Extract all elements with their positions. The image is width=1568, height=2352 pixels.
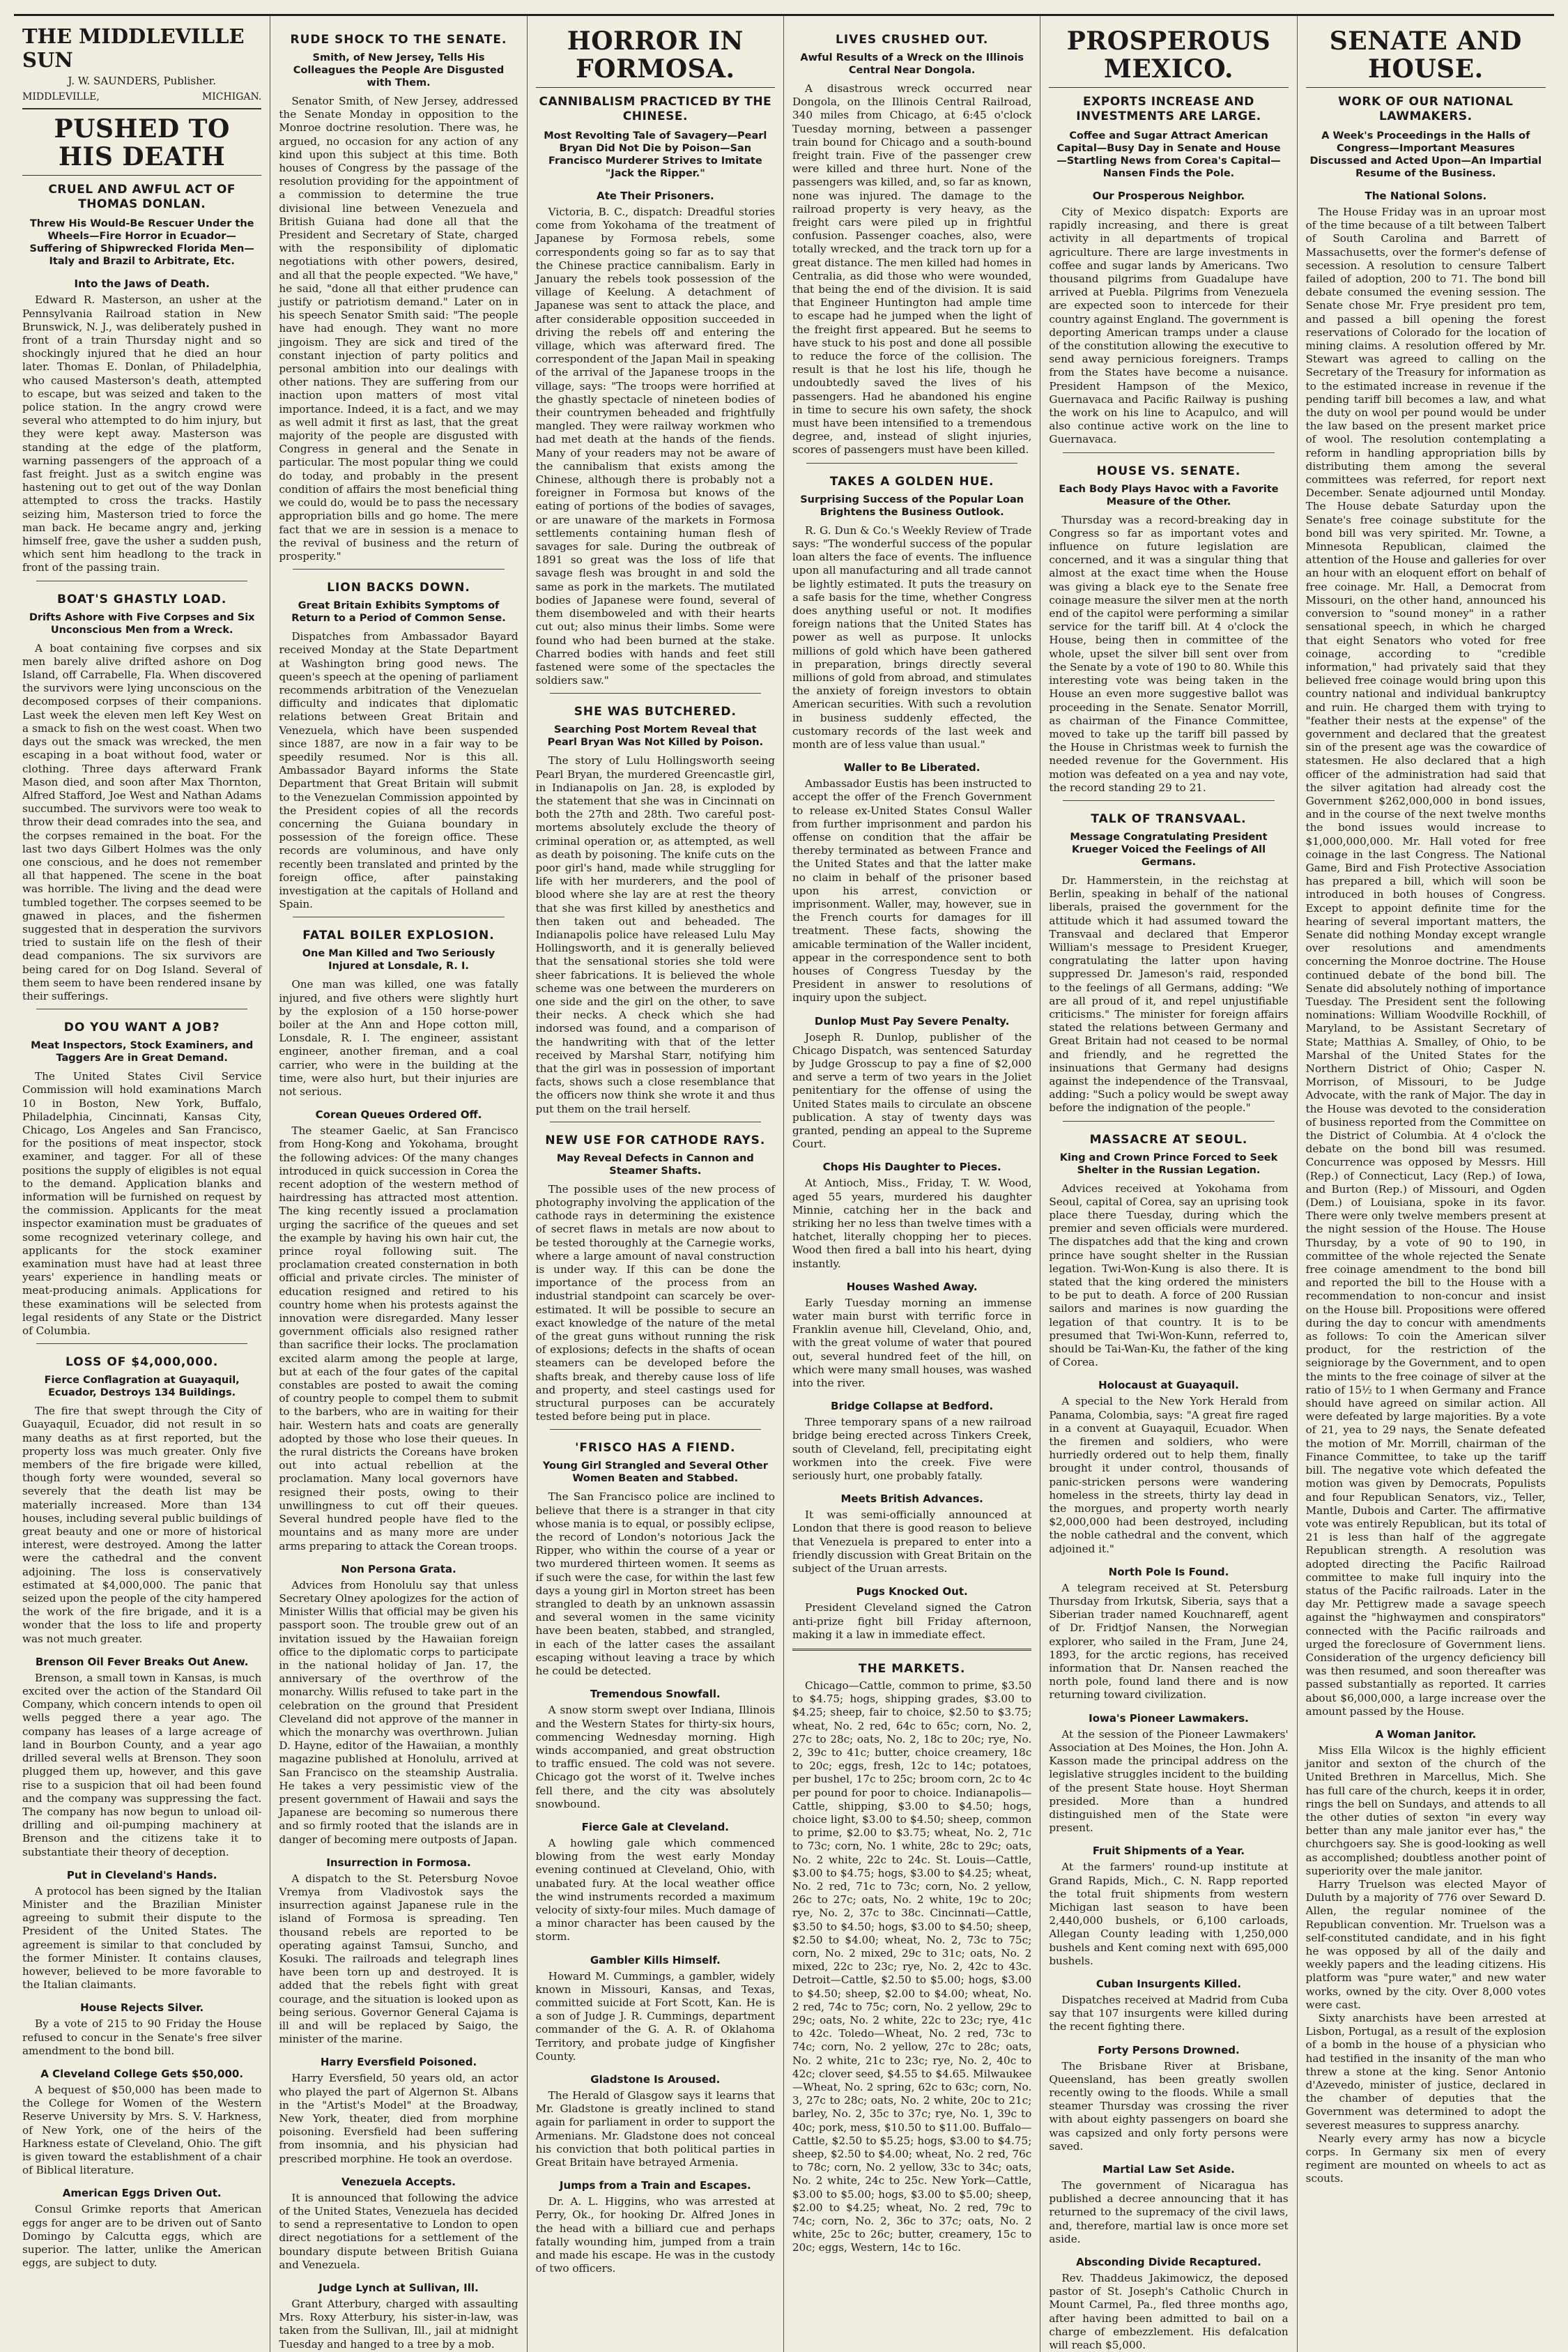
article-heading: Forty Persons Drowned. bbox=[1098, 2043, 1240, 2056]
article-heading: Venezuela Accepts. bbox=[341, 2175, 456, 2188]
article-heading: Gambler Kills Himself. bbox=[590, 1953, 721, 1967]
article-heading: North Pole Is Found. bbox=[1108, 1565, 1229, 1578]
article-body: Harry Truelson was elected Mayor of Duluth by a majority of 776 over Seward D. Allen, the regular nominee of the Republican convention. Mr. Truelson was a self-constituted candidate, and in his fight he was opposed by all of the daily and weekly papers and the leading citizens. His platform was "pure water," and new water works, owned by the city. Over 8,000 votes were cast. bbox=[1305, 1877, 1546, 2011]
article-body: At the session of the Pioneer Lawmakers' Association at Des Moines, the Hon. John A. Kasson made the principal address on the legislative struggles incident to the building of the present State house. Hoyt Sherman presided. More than a hundred distinguished men of the State were present. bbox=[1049, 1727, 1289, 1835]
article-heading: Chops His Daughter to Pieces. bbox=[822, 1161, 1001, 1174]
article-heading: FATAL BOILER EXPLOSION. bbox=[302, 929, 495, 943]
newspaper-page bbox=[14, 14, 1554, 2351]
article-heading: RUDE SHOCK TO THE SENATE. bbox=[290, 33, 507, 47]
article-heading: Waller to Be Liberated. bbox=[843, 761, 981, 774]
article-heading: Iowa's Pioneer Lawmakers. bbox=[1089, 1711, 1249, 1725]
column-4 bbox=[784, 16, 1040, 2352]
article-heading: Gladstone Is Aroused. bbox=[590, 2072, 721, 2086]
article-heading: SHE WAS BUTCHERED. bbox=[574, 705, 737, 719]
dateline bbox=[22, 91, 261, 109]
article-body: At the farmers' round-up institute at Grand Rapids, Mich., C. N. Rapp reported the total fruit shipments from western Michigan last season to have been 2,440,000 bushels, or 6,100 carloads, Allegan County leading with 1,250,000 bushels and Kent coming next with 695,000 bushels. bbox=[1049, 1861, 1289, 1967]
state: MICHIGAN. bbox=[201, 91, 262, 103]
article-body: The United States Civil Service Commission will hold examinations March 10 in Boston, New York, Buffalo, Philadelphia, Cincinnati, Kansas City, Chicago, Los Angeles and San Francisco, for the positions of meat inspector, stock examiner, and tagger. For all of these positions the supply of eligibles is not equal to the demand. Application blanks and information will be furnished on request by the commission. Applicants for the meat inspector examination must be graduates of some recognized veterinary college, and applicants for the stock examiner examination must have had at least three years' experience in handling meats or meat-producing animals. Applications for these examinations will be selected from legal residents of any State or the District of Columbia. bbox=[22, 1070, 262, 1338]
article-heading: Insurrection in Formosa. bbox=[326, 1856, 471, 1869]
article-heading: The National Solons. bbox=[1365, 190, 1487, 202]
article-deck: Smith, of New Jersey, Tells His Colleagues the People Are Disgusted with Them. bbox=[293, 52, 505, 89]
article-deck: Awful Results of a Wreck on the Illinois Central Near Dongola. bbox=[800, 52, 1024, 76]
article-deck: Drifts Ashore with Five Corpses and Six Unconscious Men from a Wreck. bbox=[29, 611, 255, 636]
deck: Coffee and Sugar Attract American Capital—Busy Day in Senate and House—Startling News from Corea's Capital—Nansen Finds the Pole. bbox=[1056, 130, 1281, 179]
divider bbox=[806, 463, 1017, 464]
subheadline: CRUEL AND AWFUL ACT OF THOMAS DONLAN. bbox=[48, 183, 236, 212]
article-heading: BOAT'S GHASTLY LOAD. bbox=[57, 592, 227, 606]
article-body: A snow storm swept over Indiana, Illinois and the Western States for thirty-six hours, commencing Wednesday morning. High winds accompanied, and great obstruction to traffic ensued. The cold was not severe. Chicago got the worst of it. Twelve inches fell there, and the city was absolutely snowbound. bbox=[535, 1704, 775, 1810]
article-body: Brenson, a small town in Kansas, is much excited over the action of the Standard Oil Company, which concern intends to open oil wells pegged there a year ago. The company has leases of a large acreage of land in Bourbon County, and a year ago drilled several wells at Brenson. They soon plugged them up, however, and this gave rise to a suspicion that oil had been found and the company was suppressing the fact. The company has now begun to unload oil-drilling and oil-pumping machinery at Brenson and the citizens take it to substantiate their theory of deception. bbox=[22, 1671, 262, 1858]
article-heading: Our Prosperous Neighbor. bbox=[1092, 190, 1245, 202]
article-heading: Jumps from a Train and Escapes. bbox=[559, 2179, 751, 2192]
divider bbox=[36, 1343, 247, 1344]
newspaper-title: THE MIDDLEVILLE SUN bbox=[22, 24, 245, 72]
headline: PUSHED TO HIS DEATH bbox=[22, 115, 261, 176]
article-heading: Holocaust at Guayaquil. bbox=[1098, 1379, 1239, 1392]
article-heading: Bridge Collapse at Bedford. bbox=[831, 1400, 994, 1413]
article-heading: Pugs Knocked Out. bbox=[856, 1585, 968, 1598]
article-body: The government of Nicaragua has published a decree announcing that it has returned to the supremacy of the civil laws, and, therefore, martial law is once more set aside. bbox=[1049, 2178, 1289, 2245]
article-body: Thursday was a record-breaking day in Congress so far as important votes and influence on future legislation are concerned, and it was a singular thing that almost at the exact time when the House was giving a black eye to the Senate free coinage measure the silver men at the north end of the capitol were performing a similar service for the tariff bill. At 4 o'clock the House, being then in committee of the whole, upset the silver bill sent over from the Senate by a vote of 190 to 80. While this interesting vote was being taken in the House an even more suggestive ballot was proceeding in the Senate. Senator Morrill, as chairman of the Finance Committee, moved to take up the tariff bill passed by the House in Christmas week to furnish the needed revenue for the Government. His motion was defeated on a yea and nay vote, the record standing 29 to 21. bbox=[1049, 513, 1289, 794]
subheadline: WORK OF OUR NATIONAL LAWMAKERS. bbox=[1338, 95, 1514, 123]
article-body: A howling gale which commenced blowing from the west early Monday evening continued at Cleveland, Ohio, with unabated fury. At the local weather office the wind instruments recorded a maximum velocity of sixty-four miles. Much damage of a minor character has been caused by the storm. bbox=[535, 1836, 775, 1944]
article-body: A dispatch to the St. Petersburg Novoe Vremya from Vladivostok says the insurrection against Japanese rule in the island of Formosa is spreading. Ten thousand rebels are reported to be operating against Tamsui, Suncho, and Kosuki. The railroads and telegraph lines have been torn up and destroyed. It is added that the rebels fight with great courage, and the situation is looked upon as being serious. Governor General Cajama is ill and will be replaced by Saigo, the minister of the marine. bbox=[279, 1872, 518, 2046]
article-body: Nearly every army has now a bicycle corps. In Germany six men of every regiment are mounted on wheels to act as scouts. bbox=[1305, 2132, 1546, 2185]
article-heading: Fierce Gale at Cleveland. bbox=[581, 1820, 730, 1833]
column-2 bbox=[270, 16, 527, 2352]
article-body: Grant Atterbury, charged with assaulting Mrs. Roxy Atterbury, his sister-in-law, was taken from the Sullivan, Ill., jail at midnight Tuesday and hanged to a tree by a mob. bbox=[279, 2298, 518, 2351]
headline: PROSPEROUS MEXICO. bbox=[1049, 27, 1288, 88]
article-deck: Meat Inspectors, Stock Examiners, and Taggers Are in Great Demand. bbox=[31, 1040, 254, 1064]
article-heading: Harry Eversfield Poisoned. bbox=[320, 2056, 477, 2069]
headline: HORROR IN FORMOSA. bbox=[536, 27, 775, 88]
article-body: At Antioch, Miss., Friday, T. W. Wood, aged 55 years, murdered his daughter Minnie, catching her in the back and striking her no less than twelve times with a hatchet, literally chopping her to pieces. Wood then fired a ball into his heart, dying instantly. bbox=[792, 1177, 1032, 1270]
article-body: A telegram received at St. Petersburg Thursday from Irkutsk, Siberia, says that a Siberian trader named Kouchnareff, agent of Dr. Fridtjof Nansen, the Norwegian explorer, who sailed in the Fram, June 24, 1893, for the arctic regions, has received information that Dr. Nansen reached the north pole, found land there and is now returning toward civilization. bbox=[1049, 1581, 1289, 1702]
article-body: One man was killed, one was fatally injured, and five others were slightly hurt by the explosion of a 150 horse-power boiler at the Ann and Hope cotton mill, Lonsdale, R. I. The engineer, assistant engineer, another fireman, and a coal carrier, who were in the building at the time, were also hurt, but their injuries are not serious. bbox=[279, 978, 518, 1098]
article-heading: HOUSE VS. SENATE. bbox=[1096, 464, 1241, 478]
article-heading: Non Persona Grata. bbox=[341, 1562, 456, 1575]
article-body: President Cleveland signed the Catron anti-prize fight bill Friday afternoon, making it a law in immediate effect. bbox=[792, 1601, 1032, 1641]
article-body: Three temporary spans of a new railroad bridge being erected across Tinkers Creek, south of Cleveland, fell, precipitating eight workmen into the creek. Five were seriously hurt, one probably fatally. bbox=[792, 1416, 1032, 1483]
article-heading: MASSACRE AT SEOUL. bbox=[1089, 1132, 1248, 1147]
article-heading: LOSS OF $4,000,000. bbox=[66, 1355, 219, 1370]
article-body: Dr. A. L. Higgins, who was arrested at Perry, Ok., for hooking Dr. Alfred Jones in the head with a billiard cue and perhaps fatally wounding him, jumped from a train and made his escape. He was in the custody of two officers. bbox=[535, 2195, 775, 2275]
article-body: It is announced that following the advice of the United States, Venezuela has decided to send a representative to London to open direct negotiations for a settlement of the boundary dispute between British Guiana and Venezuela. bbox=[279, 2191, 518, 2271]
article-heading: Martial Law Set Aside. bbox=[1102, 2162, 1235, 2176]
article-body: A disastrous wreck occurred near Dongola, on the Illinois Central Railroad, 340 miles from Chicago, at 6:45 o'clock Tuesday morning, between a passenger train bound for Chicago and a south-bound freight train. Five of the passenger crew were killed and three hurt. None of the passengers was killed, and, so far as known, none was injured. The damage to the railroad property is very heavy, as the freight cars were piled up in frightful confusion. Passenger coaches, also, were totally wrecked, and the track torn up for a great distance. The men killed had homes in Centralia, as did those who were wounded, that being the end of the division. It is said that Engineer Huntington had ample time to escape had he jumped when the light of the freight first appeared. But he seems to have stuck to his post and done all possible to reduce the force of the collision. The result is that he lost his life, though he undoubtedly saved the lives of his passengers. Had he abandoned his engine in time to secure his own safety, the shock must have been intensified to a tremendous degree, and, instead of slight injuries, scores of passengers must have been killed. bbox=[792, 82, 1032, 457]
masthead bbox=[22, 24, 261, 109]
article-body: Early Tuesday morning an immense water main burst with terrific force in Franklin avenue hill, Cleveland, Ohio, and, with the great volume of water that poured out, several hundred feet of the hill, on which were many small houses, was washed into the river. bbox=[792, 1296, 1032, 1390]
divider bbox=[792, 1649, 1031, 1651]
article-deck: Great Britain Exhibits Symptoms of Return to a Period of Common Sense. bbox=[291, 600, 506, 625]
article-heading: Judge Lynch at Sullivan, Ill. bbox=[318, 2282, 479, 2295]
article-body: A special to the New York Herald from Panama, Colombia, says: "A great fire raged in a convent at Guayaquil, Ecuador. When the firemen and soldiers, who were hurriedly ordered out to help them, finally brought it under control, thousands of panic-stricken persons were wandering homeless in the streets, thirty lay dead in the morgues, and property worth nearly $2,000,000 had been destroyed, including the noble cathedral and the convent, which adjoined it." bbox=[1049, 1395, 1289, 1555]
article-heading: Ate Their Prisoners. bbox=[596, 190, 714, 202]
deck: A Week's Proceedings in the Halls of Congress—Important Measures Discussed and Acted Upon—An Impartial Resume of the Business. bbox=[1309, 130, 1542, 179]
deck: Most Revolting Tale of Savagery—Pearl Bryan Did Not Die by Poison—San Francisco Murderer Strives to Imitate "Jack the Ripper." bbox=[544, 130, 767, 179]
article-heading: House Rejects Silver. bbox=[80, 2001, 204, 2015]
article-heading: Dunlop Must Pay Severe Penalty. bbox=[814, 1014, 1010, 1028]
article-body: Victoria, B. C., dispatch: Dreadful stories come from Yokohama of the treatment of Japanese by Formosa rebels, some correspondents going so far as to say that the Chinese practice cannibalism. Early in January the rebels took possession of the village of Keelung. A detachment of Japanese was sent to attack the place, and after considerable opposition succeeded in driving the rebels off and entering the village, which was afterward fired. The correspondent of the Japan Mail in speaking of the arrival of the Japanese troops in the village, says: "The troops were horrified at the ghastly spectacle of nineteen bodies of their countrymen beheaded and frightfully mangled. They were railway workmen who had met death at the hands of the fiends. Many of your readers may not be aware of the cannibalism that exists among the Chinese, although there is probably not a foreigner in Formosa but knows of the eating of portions of the bodies of savages, or are unaware of the markets in Formosa settlements containing human flesh of savages for sale. During the outbreak of 1891 so great was the loss of life that savage flesh was brought in and sold the same as pork in the markets. The mutilated bodies of Japanese were found, several of them disemboweled and with their hearts cut out; also minus their limbs. Some were found who had been burned at the stake. Charred bodies with hands and feet still fastened were some of the spectacles the soldiers saw." bbox=[535, 206, 775, 687]
article-body: A bequest of $50,000 has been made to the College for Women of the Western Reserve University by Mrs. S. V. Harkness, of New York, one of the heirs of the Harkness estate of Cleveland, Ohio. The gift is given toward the establishment of a chair of Biblical literature. bbox=[22, 2083, 262, 2177]
article-heading: Into the Jaws of Death. bbox=[74, 277, 210, 291]
article-body: It was semi-officially announced at London that there is good reason to believe that Venezuela is prepared to enter into a friendly discussion with Great Britain on the subject of the Uruan arrests. bbox=[792, 1509, 1032, 1575]
subheadline: EXPORTS INCREASE AND INVESTMENTS ARE LARGE. bbox=[1076, 95, 1261, 123]
column-5 bbox=[1040, 16, 1297, 2352]
article-heading: A Cleveland College Gets $50,000. bbox=[40, 2067, 244, 2080]
article-deck: Message Congratulating President Krueger Voiced the Feelings of All Germans. bbox=[1070, 831, 1268, 868]
publisher-line: J. W. SAUNDERS, Publisher. bbox=[68, 75, 216, 87]
article-heading: Cuban Insurgents Killed. bbox=[1096, 1977, 1242, 1990]
article-body: Edward R. Masterson, an usher at the Pennsylvania Railroad station in New Brunswick, N. J., was deliberately pushed in front of a train Thursday night and so shockingly injured that he died an hour later. Thomas E. Donlan, of Philadelphia, who caused Masterson's death, attempted to escape, but was seized and taken to the police station. In the angry crowd were several who attempted to do him injury, but they were kept away. Masterson was standing at the edge of the platform, warning passengers of the approach of a fast freight. Just as a switch engine was hastening out to get out of the way Donlan attempted to cross the tracks. Hastily seizing him, Masterson tried to force the man back. He became angry and, jerking himself free, gave the usher a sudden push, which sent him headlong to the track in front of the passing train. bbox=[22, 293, 262, 574]
article-heading: Put in Cleveland's Hands. bbox=[66, 1868, 217, 1881]
article-body: The Brisbane River at Brisbane, Queensland, has been greatly swollen recently owing to the floods. While a small steamer Thursday was crossing the river with about eighty passengers on board she was capsized and only forty persons were saved. bbox=[1049, 2059, 1289, 2153]
article-deck: King and Crown Prince Forced to Seek Shelter in the Russian Legation. bbox=[1059, 1152, 1278, 1176]
article-body: Dr. Hammerstein, in the reichstag at Berlin, speaking in behalf of the national liberals, praised the government for the attitude which it had assumed toward the Transvaal and declared that Emperor William's message to President Krueger, congratulating the latter upon having suppressed Dr. Jameson's raid, responded to the feelings of all Germans, adding: "We are all proud of it, and repel unjustifiable criticisms." The minister for foreign affairs stated the relations between Germany and Great Britain had not ceased to be normal and friendly, and he regretted the insinuations that Germany had designs against the independence of the Transvaal, adding: "Such a policy would be swept away before the indignation of the people." bbox=[1049, 873, 1289, 1115]
column-1 bbox=[14, 16, 270, 2352]
article-heading: 'FRISCO HAS A FIEND. bbox=[575, 1441, 736, 1456]
article-heading: Absconding Divide Recaptured. bbox=[1076, 2255, 1261, 2268]
article-body: Sixty anarchists have been arrested at Lisbon, Portugal, as a result of the explosion of a bomb in the house of a physician who had testified in the insanity of the man who threw a stone at the king. Senor Antonio d'Azevedo, minister of justice, declared in the chamber of deputies that the Government was determined to adopt the severest measures to suppress anarchy. bbox=[1305, 2012, 1546, 2132]
article-deck: Each Body Plays Havoc with a Favorite Measure of the Other. bbox=[1059, 483, 1279, 507]
column-3 bbox=[528, 16, 784, 2352]
article-deck: Searching Post Mortem Reveal that Pearl Bryan Was Not Killed by Poison. bbox=[547, 724, 764, 749]
article-deck: Young Girl Strangled and Several Other Women Beaten and Stabbed. bbox=[542, 1460, 768, 1485]
subheadline: CANNIBALISM PRACTICED BY THE CHINESE. bbox=[539, 95, 772, 123]
article-heading: Houses Washed Away. bbox=[846, 1280, 978, 1293]
divider bbox=[293, 569, 504, 570]
article-deck: One Man Killed and Two Seriously Injured at Lonsdale, R. I. bbox=[302, 948, 495, 972]
article-heading: NEW USE FOR CATHODE RAYS. bbox=[545, 1133, 766, 1147]
article-heading: LIVES CRUSHED OUT. bbox=[836, 33, 989, 47]
article-body: The steamer Gaelic, at San Francisco from Hong-Kong and Yokohama, brought the following advices: Of the many changes introduced in quick succession in Corea the recent adoption of the western method of hairdressing has attracted most attention. The king recently issued a proclamation urging the sacrifice of the queues and set the example by having his own hair cut, the prince royal following suit. The proclamation created consternation in both official and private circles. The minister of education resigned and retired to his country home when his protests against the innovation were disregarded. Many lesser government officials also resigned rather than sacrifice their locks. The proclamation excited alarm among the people at large, but at each of the four gates of the capital constables are posted to await the coming of country people to compel them to submit to the barbers, who are in waiting for their hair. Western hats and coats are generally adopted by those who lose their queues. In the rural districts the Coreans have broken out into actual rebellion at the proclamation. Many local governors have resigned their posts, owing to their unwillingness to cut off their queues. Several hundred people have fled to the mountains and as many more are under arms preparing to attack the Corean troops. bbox=[279, 1124, 518, 1552]
article-body: City of Mexico dispatch: Exports are rapidly increasing, and there is great activity in all departments of tropical agriculture. There are large investments in coffee and sugar lands by Americans. Two thousand pilgrims from Guadalupe have arrived at Puebla. Pilgrims from Venezuela are expected soon to intercede for their country against England. The government is deporting American tramps under a clause of the constitution allowing the executive to send away pernicious foreigners. Tramps from the States have become a nuisance. President Hampson of the Mexico, Guernavaca and Pacific Railway is pushing the work on his line to Acapulco, and will also continue active work on the line to Guernavaca. bbox=[1049, 206, 1289, 446]
article-heading: LION BACKS DOWN. bbox=[327, 581, 470, 595]
headline: SENATE AND HOUSE. bbox=[1306, 27, 1546, 88]
article-body: Consul Grimke reports that American eggs for anger are to be driven out of Santo Domingo by Calcutta eggs, which are superior. The latter, unlike the American eggs, are subject to duty. bbox=[22, 2203, 262, 2270]
article-body: Ambassador Eustis has been instructed to accept the offer of the French Government to release ex-United States Consul Waller from further imprisonment and pardon his offense on condition that the affair be thereby terminated as between France and the United States and that the latter make no claim in behalf of the prisoner based upon his arrest, conviction or imprisonment. Waller, may, however, sue in the French courts for damages for ill treatment. These facts, showing the amicable termination of the Waller incident, appear in the correspondence sent to both houses of Congress Tuesday by the President in answer to resolutions of inquiry upon the subject. bbox=[792, 777, 1032, 1005]
article-body: The San Francisco police are inclined to believe that there is a stranger in that city whose mania is to equal, or possibly eclipse, the record of London's notorious Jack the Ripper, who within the course of a year or two murdered thirteen women. It seems as if such were the case, for within the last few days a young girl in Morton street has been strangled to death by an unknown assassin and several women in the same vicinity have been beaten, stabbed, and strangled, in each of the latter cases the assailant escaping without leaving a trace by which he could be detected. bbox=[535, 1490, 775, 1678]
article-body: The fire that swept through the City of Guayaquil, Ecuador, did not result in so many deaths as at first reported, but the property loss was much greater. Only five members of the fire brigade were killed, though forty were wounded, several so severely that the death list may be materially increased. More than 134 houses, including several public buildings of great beauty and one or more of historical interest, were destroyed. Among the latter were the cathedral and the convent adjoining. The loss is conservatively estimated at $4,000,000. The panic that seized upon the people of the city hampered the work of the fire brigade, and it is a wonder that the loss to life and property was not much greater. bbox=[22, 1405, 262, 1645]
divider bbox=[550, 693, 761, 694]
article-body: Dispatches received at Madrid from Cuba say that 107 insurgents were killed during the recent fighting there. bbox=[1049, 1993, 1289, 2033]
article-body: R. G. Dun & Co.'s Weekly Review of Trade says: "The wonderful success of the popular loan alters the face of events. The influence upon all manufacturing and all trade cannot be lightly estimated. It puts the treasury on a safe basis for the time, whether Congress does anything useful or not. It modifies foreign nations that the United States has power as well as purpose. It unlocks millions of gold which have been gathered in preparation, brings directly several millions of gold from abroad, and stimulates the anxiety of foreign investors to obtain American securities. With such a revolution in business suddenly effected, the customary records of the last week and month are of less value than usual." bbox=[792, 524, 1032, 751]
article-body: Rev. Thaddeus Jakimowicz, the deposed pastor of St. Joseph's Catholic Church in Mount Carmel, Pa., fled three months ago, after having been admitted to bail on a charge of embezzlement. His defalcation will reach $5,000. bbox=[1049, 2271, 1289, 2351]
article-body: Harry Eversfield, 50 years old, an actor who played the part of Algernon St. Albans in the "Artist's Model" at the Broadway, New York, theater, died from morphine poisoning. Eversfield had been suffering from insomnia, and his physician had prescribed morphine. He took an overdose. bbox=[279, 2072, 518, 2165]
article-body: The Herald of Glasgow says it learns that Mr. Gladstone is greatly inclined to stand again for parliament in order to support the Armenians. Mr. Gladstone does not conceal his conviction that both political parties in Great Britain have betrayed Armenia. bbox=[535, 2088, 775, 2169]
article-body: The possible uses of the new process of photography involving the application of the cathode rays in determining the existence of secret flaws in metals are now about to be tested thoroughly at the Carnegie works, where a large amount of naval construction is under way. If this can be done the importance of the process from an industrial standpoint can scarcely be over-estimated. It will be possible to secure an exact knowledge of the nature of the metal of the great guns without running the risk of explosions; defects in the shafts of ocean steamers can be developed before the shafts break, and thereby cause loss of life and property, and steel castings used for structural purposes can be accurately tested before being put in place. bbox=[535, 1182, 775, 1423]
divider bbox=[1063, 452, 1274, 453]
article-body: Dispatches from Ambassador Bayard received Monday at the State Department at Washington bring good news. The queen's speech at the opening of parliament recommends arbitration of the Venezuelan difficulty and indicates that diplomatic relations between Great Britain and Venezuela, which have been suspended since 1887, are now in a fair way to be speedily resumed. Nor is this all. Ambassador Bayard informs the State Department that Great Britain will submit to the Venezuelan Commission appointed by the President copies of all the records concerning the Guiana boundary in possession of the foreign office. These records are voluminous, and have only recently been translated and printed by the foreign office, after painstaking investigation at the capitals of Holland and Spain. bbox=[279, 630, 518, 911]
column-6 bbox=[1298, 16, 1554, 2352]
article-heading: Brenson Oil Fever Breaks Out Anew. bbox=[35, 1655, 249, 1668]
markets-heading: THE MARKETS. bbox=[858, 1661, 966, 1676]
article-body: Miss Ella Wilcox is the highly efficient janitor and sexton of the church of the United Brethren in Marcellus, Mich. She has full care of the church, keeps it in order, rings the bell on Sundays, and attends to all the other duties of sexton "in every way better than any male janitor ever has," the churchgoers say. She is good-looking as well as accomplished; doubtless another point of superiority over the male janitor. bbox=[1305, 1743, 1546, 1877]
article-deck: Surprising Success of the Popular Loan Brightens the Business Outlook. bbox=[800, 494, 1024, 518]
article-heading: Meets British Advances. bbox=[840, 1492, 983, 1506]
article-body: Howard M. Cummings, a gambler, widely known in Missouri, Kansas, and Texas, committed suicide at Fort Scott, Kan. He is a son of Judge J. R. Cummings, department commander of the G. A. R. of Oklahoma Territory, and probate judge of Kingfisher County. bbox=[535, 1969, 775, 2063]
article-body: Joseph R. Dunlop, publisher of the Chicago Dispatch, was sentenced Saturday by Judge Grosscup to pay a fine of $2,000 and serve a term of two years in the Joliet penitentiary for the offense of using the United States mails to circulate an obscene publication. A stay of twenty days was granted, pending an appeal to the Supreme Court. bbox=[792, 1030, 1032, 1151]
article-deck: Fierce Conflagration at Guayaquil, Ecuador, Destroys 134 Buildings. bbox=[44, 1375, 240, 1399]
article-body: Senator Smith, of New Jersey, addressed the Senate Monday in opposition to the Monroe doctrine resolution. There was, he argued, no occasion for any action of any kind upon this subject at this time. Both houses of Congress by the passage of the resolution providing for the appointment of a commission to determine the true divisional line between Venezuela and British Guiana had done all that the President and Secretary of State, charged with the responsibility of diplomatic negotiations with other powers, desired, and all that the people expected. "We have," he said, "done all that either prudence can justify or patriotism demand." Later on in his speech Senator Smith said: "The people have had enough. They want no more jingoism. They are sick and tired of the constant injection of party politics and personal ambition into our dealings with other nations. They are suffering from our inaction upon matters of most vital importance. Indeed, it is a fact, and we may as well admit it first as last, that the great majority of the people are disgusted with Congress in general and the Senate in particular. The most popular thing we could do today, and probably in the present condition of affairs the most beneficial thing we could do, would be to pass the necessary appropriation bills and go home. The mere fact that we are in session is a menace to the revival of business and the return of prosperity." bbox=[279, 95, 518, 563]
article-deck: May Reveal Defects in Cannon and Steamer Shafts. bbox=[556, 1152, 754, 1177]
article-body: The story of Lulu Hollingsworth seeing Pearl Bryan, the murdered Greencastle girl, in Indianapolis on Jan. 28, is exploded by the statement that she was in Cincinnati on both the 27th and 28th. Two careful post-mortems absolutely exclude the theory of criminal operation or, as attempted, as well as death by poisoning. The knife cuts on the poor girl's hand, made while struggling for life with her murderers, and the pool of blood where she lay are at rest the theory that she was first killed by anesthetics and then taken out and beheaded. The Indianapolis police have released Lulu May Hollingsworth, and it is generally believed that the sensational stories she told were sheer fabrications. It is believed the whole scheme was one between the murderers on one side and the girl on the other, to save their necks. A check which she had indorsed was found, and a comparison of the handwriting with that of the letter received by Marshal Starr, notifying him that the girl was in possession of important facts, shows such a close resemblance that the officers now think she wrote it and thus put them on the trail herself. bbox=[535, 754, 775, 1115]
deck: Threw His Would-Be Rescuer Under the Wheels—Fire Horror in Ecuador—Suffering of Shipwrecked Florida Men—Italy and Brazil to Arbitrate, Etc. bbox=[29, 218, 254, 268]
article-heading: TAKES A GOLDEN HUE. bbox=[829, 474, 994, 489]
article-heading: Tremendous Snowfall. bbox=[590, 1688, 721, 1701]
markets-body: Chicago—Cattle, common to prime, $3.50 to $4.75; hogs, shipping grades, $3.00 to $4.25; sheep, fair to choice, $2.50 to $3.75; wheat, No. 2 red, 64c to 65c; corn, No. 2, 27c to 28c; oats, No. 2, 18c to 20c; rye, No. 2, 39c to 41c; butter, choice creamery, 18c to 20c; eggs, fresh, 12c to 14c; potatoes, per bushel, 17c to 25c; broom corn, 2c to 4c per pound for poor to choice. Indianapolis—Cattle, shipping, $3.00 to $4.50; hogs, choice light, $3.00 to $4.50; sheep, common to prime, $2.00 to $3.75; wheat, No. 2, 71c to 73c; corn, No. 1 white, 28c to 29c; oats, No. 2 white, 22c to 24c. St. Louis—Cattle, $3.00 to $4.75; hogs, $3.00 to $4.25; wheat, No. 2 red, 71c to 73c; corn, No. 2 yellow, 26c to 27c; oats, No. 2 white, 19c to 20c; rye, No. 2, 37c to 38c. Cincinnati—Cattle, $3.50 to $4.50; hogs, $3.00 to $4.50; sheep, $2.50 to $4.00; wheat, No. 2, 73c to 75c; corn, No. 2 mixed, 29c to 31c; oats, No. 2 mixed, 22c to 23c; rye, No. 2, 42c to 43c. Detroit—Cattle, $2.50 to $5.00; hogs, $3.00 to $4.50; sheep, $2.00 to $4.00; wheat, No. 2 red, 74c to 75c; corn, No. 2 yellow, 29c to 29c; oats, No. 2 white, 22c to 23c; rye, 41c to 42c. Toledo—Wheat, No. 2 red, 73c to 74c; corn, No. 2 yellow, 27c to 28c; oats, No. 2 white, 21c to 23c; rye, No. 2, 40c to 42c; clover seed, $4.55 to $4.65. Milwaukee—Wheat, No. 2 spring, 62c to 63c; corn, No. 3, 27c to 28c; oats, No. 2 white, 20c to 21c; barley, No. 2, 35c to 37c; rye, No. 1, 39c to 40c; pork, mess, $10.50 to $11.00. Buffalo—Cattle, $2.50 to $5.25; hogs, $3.00 to $4.75; sheep, $2.50 to $4.00; wheat, No. 2 red, 76c to 78c; corn, No. 2 yellow, 33c to 34c; oats, No. 2 white, 24c to 25c. New York—Cattle, $3.00 to $5.00; hogs, $3.00 to $5.00; sheep, $2.00 to $4.25; wheat, No. 2 red, 79c to 74c; corn, No. 2, 36c to 37c; oats, No. 2 white, 25c to 26c; butter, creamery, 15c to 20c; eggs, Western, 14c to 16c. bbox=[792, 1679, 1032, 2254]
divider bbox=[1063, 1121, 1274, 1122]
article-heading: American Eggs Driven Out. bbox=[62, 2187, 222, 2200]
article-heading: Corean Queues Ordered Off. bbox=[315, 1108, 482, 1122]
article-body: The House Friday was in an uproar most of the time because of a tilt between Talbert of South Carolina and Barrett of Massachusetts, over the former's defense of secession. A resolution to censure Talbert failed of adoption, 200 to 71. The bond bill debate consumed the evening session. The Senate chose Mr. Frye president pro tem, and passed a bill opening the forest reservations of Colorado for the location of mining claims. A resolution offered by Mr. Stewart was agreed to calling on the Secretary of the Treasury for information as to the estimated increase in revenue if the pending tariff bill becomes a law, and what the duty on wool per pound would be under the law based on the present market price of wool. The resolution contemplating a reform in handling appropriation bills by distributing them among the several committees was referred, for report next December. Senate adjourned until Monday. The House debate Saturday upon the Senate's free coinage substitute for the bond bill was very spirited. Mr. Towne, a Minnesota Republican, claimed the attention of the House and galleries for over an hour with an eloquent effort on behalf of free coinage. Mr. Hall, a Democrat from Missouri, on the other hand, announced his conversion to "sound money" in a rather sensational speech, in which he charged that eight Senators who voted for free coinage, according to "credible information," had privately said that they believed free coinage would bring upon this country national and individual bankruptcy and ruin. He charged them with trying to "feather their nests at the expense" of the government and declared that the greatest sin of the present age was the cowardice of statesmen. He also declared that a high officer of the administration had said that the silver agitation had already cost the Government $262,000,000 in bond issues, and in the course of the next twelve months the bond issues would increase to $1,000,000,000. Mr. Hall voted for free coinage in the last Congress. The National Game, Bird and Fish Protective Association has prepared a bill, which will soon be introduced in both houses of Congress. Except to appoint definite time for the hearing of several important matters, the Senate did nothing Monday except wrangle over resolutions and amendments concerning the Monroe doctrine. The House continued debate of the bond bill. The Senate did absolutely nothing of importance Tuesday. The President sent the following nominations: William Woodville Rockhill, of Maryland, to be Assistant Secretary of State; Matthias A. Smalley, of Ohio, to be Marshal of the United States for the Northern District of Ohio; Casper N. Morrison, of Missouri, to be Judge Advocate, with the rank of Major. The day in the House was devoted to the consideration of business reported from the Committee on the District of Columbia. At 4 o'clock the debate on the bond bill was resumed. Concurrence was opposed by Messrs. Hill (Rep.) of Connecticut, Lacy (Rep.) of Iowa, and Burton (Rep.) of Missouri, and Ogden (Dem.) of Louisiana, spoke in its favor. There were only twelve members present at the night session of the House. The House Thursday, by a vote of 90 to 190, in committee of the whole rejected the Senate free coinage amendment to the bond bill and reported the bill to the House with a recommendation to non-concur and insist on the House bill. Propositions were offered during the day to concur with amendments as follows: To coin the American silver product, for the restriction of the seigniorage by the Government, and to open the mints to the free coinage of silver at the ratio of 15½ to 1 when Germany and France should have agreed on similar action. All were defeated by large majorities. By a vote of 21, yea to 29 nays, the Senate defeated the motion of Mr. Morrill, chairman of the Finance Committee, to take up the tariff bill. The negative vote which defeated the motion was given by Democrats, Populists and four Republican Senators, viz., Teller, Mantle, Dubois and Carter. The affirmative vote was entirely Republican, but its total of 21 is less than half of the aggregate Republican strength. A resolution was adopted directing the Pacific Railroad committee to make full inquiry into the status of the Pacific railroads. Later in the day Mr. Pettigrew made a savage speech against the "highwaymen and conspirators" connected with the Pacific railroads and urged the foreclosure of Government liens. Consideration of the urgency deficiency bill was then resumed, and soon thereafter was passed substantially as reported. It carries about $6,000,000, a large increase over the amount passed by the House. bbox=[1305, 206, 1546, 1718]
divider bbox=[1063, 800, 1274, 801]
article-body: Advices received at Yokohama from Seoul, capital of Corea, say an uprising took place there Tuesday, during which the premier and seven officials were murdered. The dispatches add that the king and crown prince have sought shelter in the Russian legation. Twi-Won-Kung is also there. It is stated that the king ordered the ministers to be put to death. A force of 200 Russian sailors and marines is now guarding the legation of that country. It is to be presumed that Twi-Won-Kunn, referred to, should be Tai-Wan-Ku, the father of the king of Corea. bbox=[1049, 1182, 1289, 1369]
article-heading: A Woman Janitor. bbox=[1375, 1727, 1477, 1741]
article-heading: TALK OF TRANSVAAL. bbox=[1091, 811, 1247, 826]
article-heading: Fruit Shipments of a Year. bbox=[1092, 1845, 1245, 1858]
article-body: A protocol has been signed by the Italian Minister and the Brazilian Minister agreeing to submit their dispute to the President of the United States. The agreement is similar to that concluded by the former Minister. It contains clauses, however, believed to be more favorable to the Italian claimants. bbox=[22, 1884, 262, 1992]
article-body: By a vote of 215 to 90 Friday the House refused to concur in the Senate's free silver amendment to the bond bill. bbox=[22, 2017, 262, 2057]
town: MIDDLEVILLE, bbox=[22, 91, 100, 103]
article-heading: DO YOU WANT A JOB? bbox=[63, 1021, 220, 1035]
article-body: A boat containing five corpses and six men barely alive drifted ashore on Dog Island, off Carrabelle, Fla. When discovered the survivors were lying unconscious on the decomposed corpses of their companions. Last week the eleven men left Key West on a smack to fish on the west coast. When two days out the smack was wrecked, the men escaping in a boat without food, water or clothing. Three days afterward Frank Mason died, and soon after Max Thornton, Alfred Stafford, Joe West and Nathan Adams succumbed. The survivors were too weak to throw their dead comrades into the sea, and the corpses remained in the boat. For the last two days Gilbert Holmes was the only one conscious, and he does not remember all that happened. The scene in the boat was horrible. The living and the dead were tumbled together. The corpses seemed to be gnawed in places, and the fishermen suggested that in desperation the survivors tried to sustain life on the flesh of their dead companions. The six survivors are being cared for on Dog Island. Several of them seem to have been rendered insane by their sufferings. bbox=[22, 641, 262, 1002]
divider bbox=[550, 1429, 761, 1430]
article-body: Advices from Honolulu say that unless Secretary Olney apologizes for the action of Minister Willis that official may be given his passport soon. The trouble grew out of an invitation issued by the Hawaiian foreign office to the diplomatic corps to participate in the national holiday of Jan. 17, the anniversary of the overthrow of the monarchy. Willis refused to take part in the celebration on the ground that President Cleveland did not approve of the manner in which the monarchy was overthrown. Julian D. Hayne, editor of the Hawaiian, a monthly magazine published at Honolulu, arrived at San Francisco on the steamship Australia. He takes a very pessimistic view of the present government of Hawaii and says the Japanese are becoming so numerous there and so firmly rooted that the islands are in danger of becoming mere outposts of Japan. bbox=[279, 1578, 518, 1846]
